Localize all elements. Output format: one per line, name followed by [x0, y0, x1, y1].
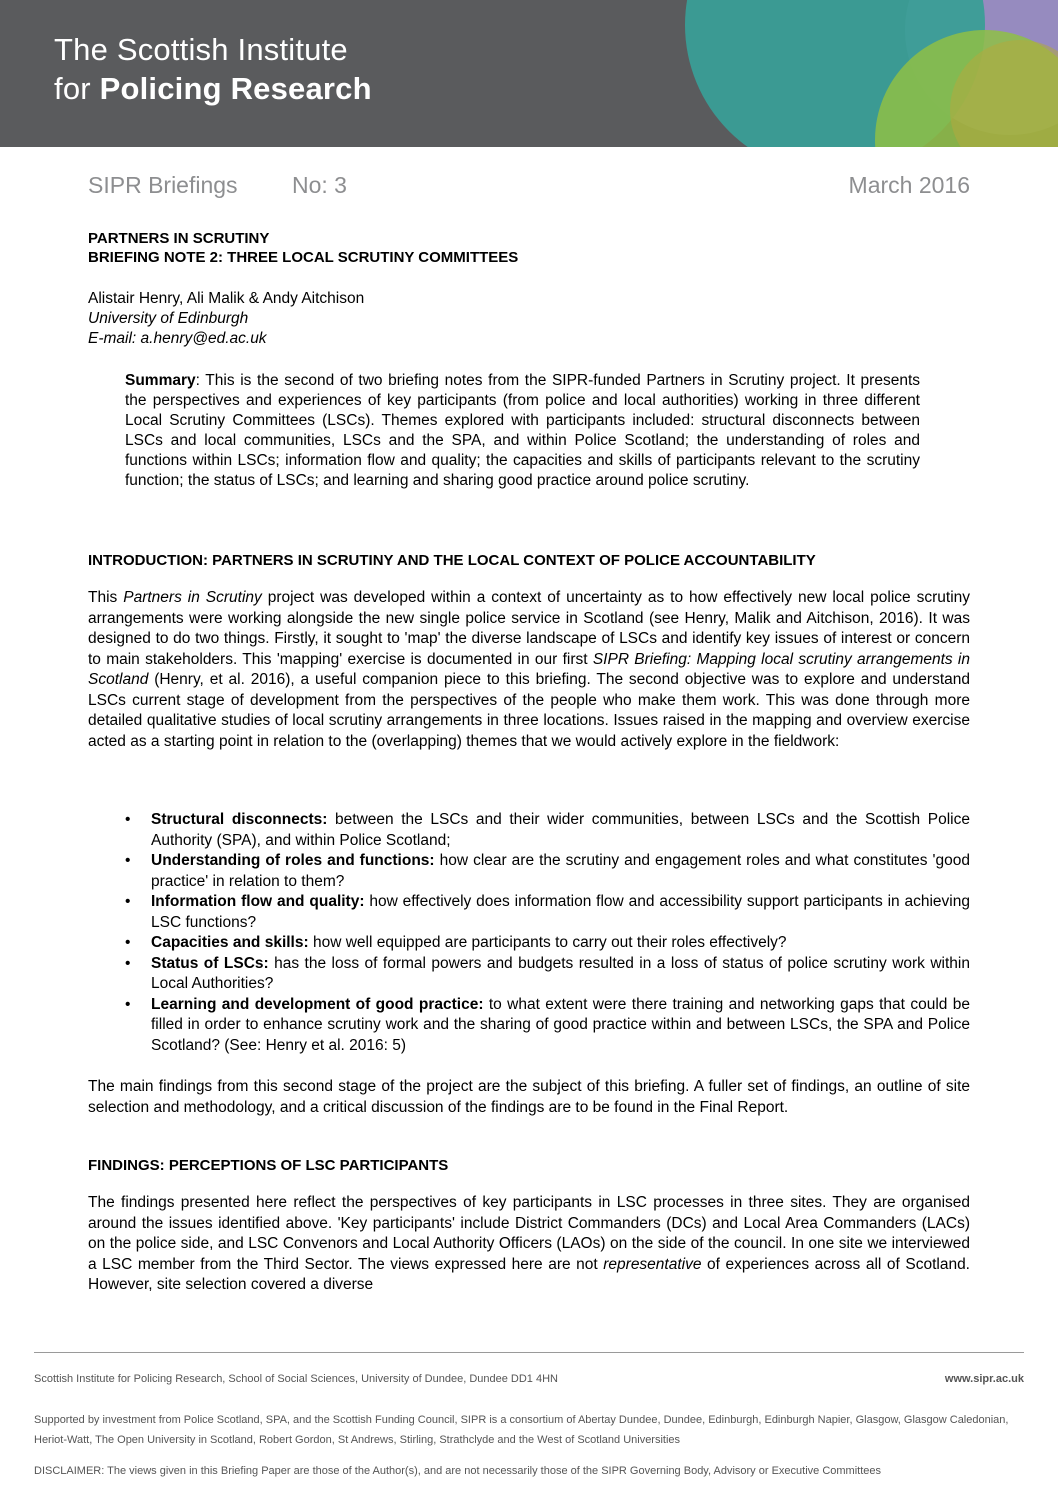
briefing-number: No: 3 [292, 172, 347, 198]
bullet-icon: • [125, 934, 131, 951]
intro-paragraph-2: The main findings from this second stage of the project are the subject of this briefing. A fuller set of findings, an outline of site selection and methodology, and a critical discussion of the findings are to be found in the Final Report. [88, 1078, 970, 1116]
footer-divider [34, 1352, 1024, 1353]
author-affiliation: University of Edinburgh [88, 310, 249, 327]
summary-paragraph [125, 371, 920, 491]
list-item: • Understanding of roles and functions: how clear are the scrutiny and engagement roles and what constitutes 'good practice' in relation to them? [125, 852, 970, 890]
header-banner [0, 0, 1058, 147]
footer-disclaimer: DISCLAIMER: The views given in this Briefing Paper are those of the Author(s), and are not necessarily those of the SIPR Governing Body, Advisory or Executive Committees [34, 1465, 881, 1477]
footer-address: Scottish Institute for Policing Research, School of Social Sciences, University of Dundee, Dundee DD1 4HN [34, 1373, 558, 1385]
sipr-logo [54, 30, 372, 108]
document-title [88, 229, 518, 267]
summary-label: Summary [125, 372, 196, 389]
title-line-2: BRIEFING NOTE 2: THREE LOCAL SCRUTINY COMMITTEES [88, 249, 519, 266]
briefing-series: SIPR Briefings [88, 172, 238, 198]
author-email: E-mail: a.henry@ed.ac.uk [88, 330, 267, 347]
bullet-icon: • [125, 954, 131, 972]
findings-heading: FINDINGS: PERCEPTIONS OF LSC PARTICIPANTS [88, 1157, 449, 1174]
logo-line-2: for Policing Research [54, 71, 372, 106]
list-item: • Status of LSCs: has the loss of formal powers and budgets resulted in a loss of status of police scrutiny work within Local Authorities? [125, 954, 970, 992]
intro-heading: INTRODUCTION: PARTNERS IN SCRUTINY AND THE LOCAL CONTEXT OF POLICE ACCOUNTABILITY [88, 552, 816, 569]
title-line-1: PARTNERS IN SCRUTINY [88, 230, 270, 247]
bullet-icon: • [125, 995, 131, 1013]
logo-line-1: The Scottish Institute [54, 32, 348, 67]
intro-paragraph-1: This Partners in Scrutiny project was developed within a context of uncertainty as to how effectively new local police scrutiny arrangements were working alongside the new single police service in Scotland (see Henry, Malik and Aitchison, 2016). It was designed to do two things. Firstly, it sought to 'map' the diverse landscape of LSCs and identify key issues of interest or concern to main stakeholders. This 'mapping' exercise is documented in our first SIPR Briefing: Mapping local scrutiny arrangements in Scotland (Henry, et al. 2016), a useful companion piece to this briefing. The second objective was to explore and understand LSCs current stage of development from the perspectives of the people who make them work. This was done through more detailed qualitative studies of local scrutiny arrangements in three locations. Issues raised in the mapping and overview exercise acted as a starting point in relation to the (overlapping) themes that we would actively explore in the fieldwork: [88, 589, 971, 750]
briefing-info-bar [88, 172, 970, 202]
footer-support-note: Supported by investment from Police Scotland, SPA, and the Scottish Funding Council, SIPR is a consortium of Abertay Dundee, Dundee, Edinburgh, Edinburgh Napier, Glasgow, Glasgow Caledonian, Heriot-Watt, The Open University in Scotland, Robert Gordon, St Andrews, Stirling, Strathclyde and the West of Scotland Universities [34, 1414, 1009, 1446]
bullet-icon: • [125, 852, 131, 869]
bullet-icon: • [125, 893, 131, 910]
list-item: • Capacities and skills: how well equipped are participants to carry out their roles effectively? [125, 933, 970, 954]
list-item: • Learning and development of good practice: to what extent were there training and networking gaps that could be filled in order to enhance scrutiny work and the sharing of good practice within and between LSCs, the SPA and Police Scotland? (See: Henry et al. 2016: 5) [125, 995, 970, 1054]
list-item: • Information flow and quality: how effectively does information flow and accessibility support participants in achieving LSC functions? [125, 893, 970, 931]
author-block [88, 289, 364, 349]
findings-paragraph-1: The findings presented here reflect the perspectives of key participants in LSC processes in three sites. They are organised around the issues identified above. 'Key participants' include District Commanders (DCs) and Local Area Commanders (LACs) on the police side, and LSC Convenors and Local Authority Officers (LAOs) on the side of the council. In one site we interviewed a LSC member from the Third Sector. The views expressed here are not representative of experiences across all of Scotland. However, site selection covered a diverse [88, 1194, 970, 1293]
list-item: • Structural disconnects: between the LSCs and their wider communities, between LSCs and the Scottish Police Authority (SPA), and within Police Scotland; [125, 811, 970, 849]
footer-website-link[interactable]: www.sipr.ac.uk [944, 1373, 1024, 1385]
briefing-date: March 2016 [848, 172, 970, 198]
author-names: Alistair Henry, Ali Malik & Andy Aitchison [88, 290, 365, 307]
themes-bullet-list [125, 810, 970, 1056]
bullet-icon: • [125, 811, 131, 828]
summary-text: : This is the second of two briefing notes from the SIPR-funded Partners in Scrutiny project. It presents the perspectives and experiences of key participants (from police and local authorities) working in three different Local Scrutiny Committees (LSCs). Themes explored with participants included: structural disconnects between LSCs and local communities, LSCs and the SPA, and within Police Scotland; the understanding of roles and functions within LSCs; information flow and quality; the capacities and skills of participants relevant to the scrutiny function; the status of LSCs; and learning and sharing good practice around police scrutiny. [125, 372, 920, 489]
